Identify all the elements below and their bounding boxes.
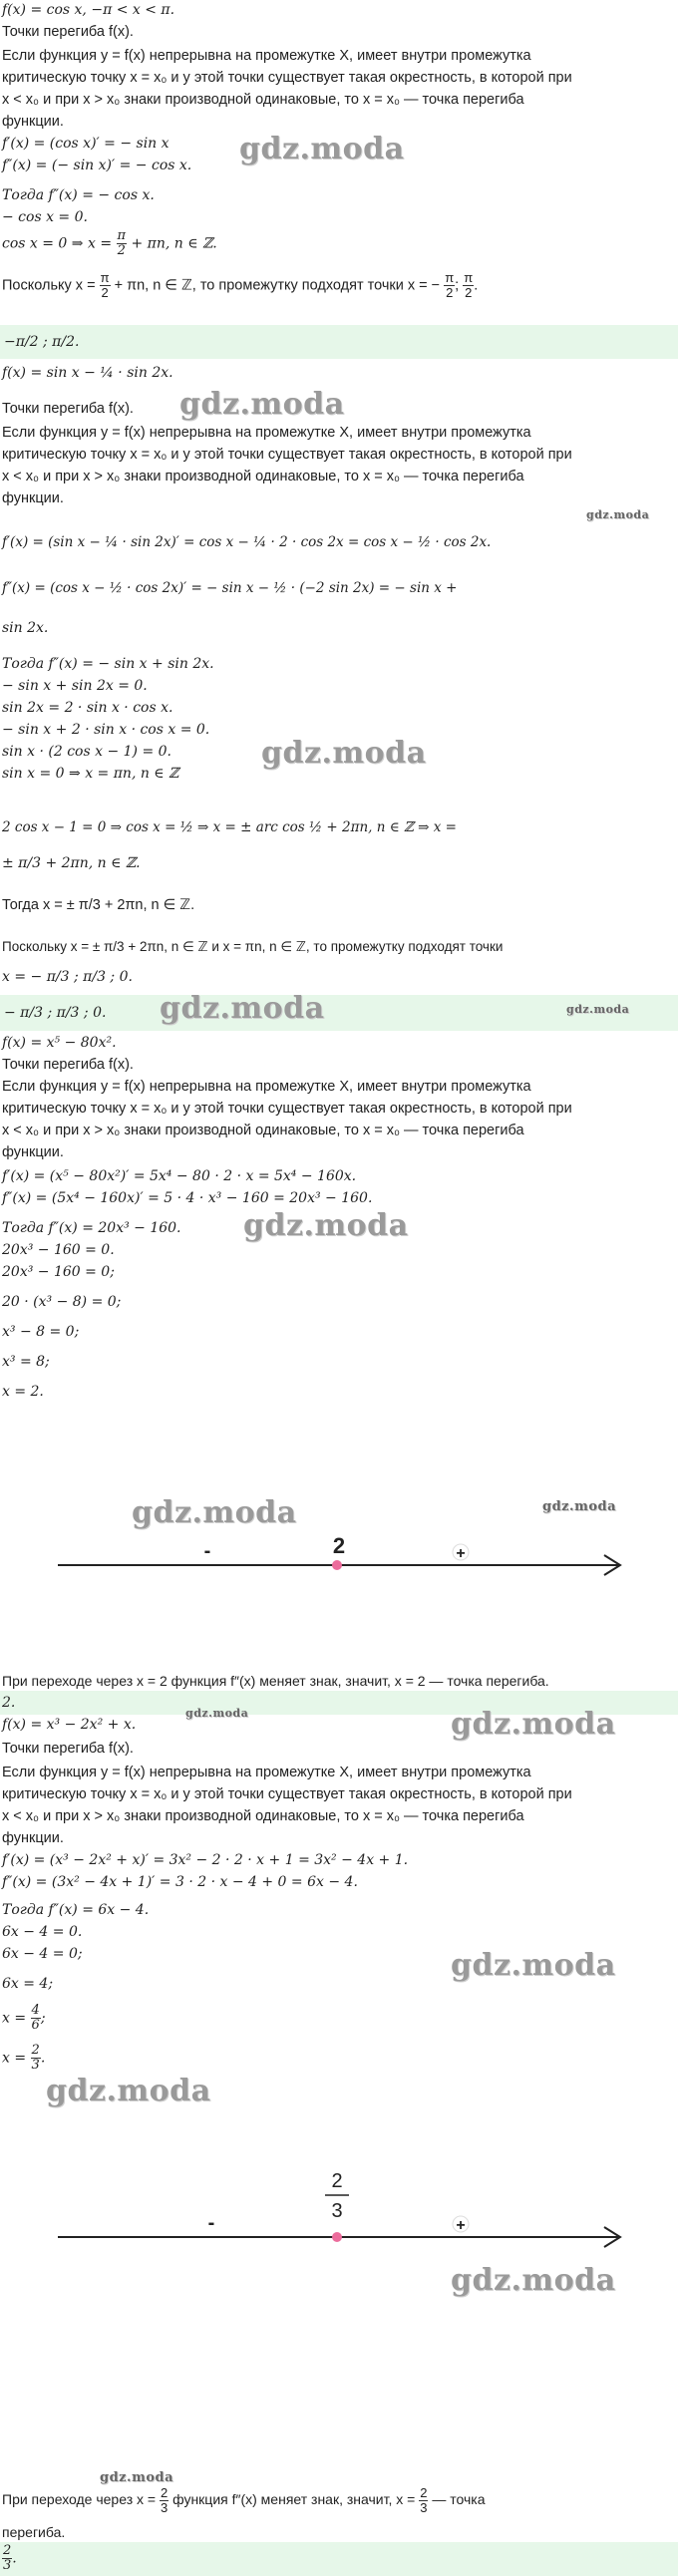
part-a-first-derivative: f′(x) = (cos x)′ = − sin x: [2, 136, 170, 152]
part-d-function: f(x) = x³ − 2x² + x.: [2, 1717, 137, 1733]
watermark: gdz.moda: [261, 736, 427, 771]
watermark: gdz.moda: [451, 2263, 616, 2298]
part-c-eq-4: x³ − 8 = 0;: [2, 1324, 80, 1340]
watermark: gdz.moda: [46, 2074, 211, 2108]
definition-line-4: функции.: [2, 1830, 64, 1846]
watermark: gdz.moda: [179, 387, 345, 422]
part-a-then: Тогда f″(x) = − cos x.: [2, 187, 155, 203]
part-c-conclusion: При переходе через x = 2 функция f″(x) меняет знак, значит, x = 2 — точка перегиба.: [2, 1673, 549, 1689]
part-a-equation: − cos x = 0.: [2, 209, 88, 225]
definition-line-1: Если функция y = f(x) непрерывна на промежутке X, имеет внутри промежутка: [2, 425, 531, 441]
part-d-answer: $\frac{2}{3}$ .: [3, 2543, 17, 2573]
part-d-then: Тогда f″(x) = 6x − 4.: [2, 1902, 150, 1918]
sign-axis-c: [0, 1515, 678, 1595]
part-d-eq-3: 6x = 4;: [2, 1976, 54, 1992]
watermark-small: gdz.moda: [586, 508, 650, 521]
definition-line-4: функции.: [2, 490, 64, 506]
part-d-eq-2: 6x − 4 = 0;: [2, 1946, 83, 1962]
part-b-case-2-cont: ± π/3 + 2πn, n ∈ ℤ.: [2, 855, 141, 871]
part-c-then: Тогда f″(x) = 20x³ − 160.: [2, 1220, 181, 1236]
part-c-title: Точки перегиба f(x).: [2, 1057, 134, 1073]
definition-line-4: функции.: [2, 114, 64, 130]
sign-minus: -: [207, 2212, 215, 2234]
watermark: gdz.moda: [243, 1208, 409, 1243]
point-x-2: [332, 1560, 342, 1570]
definition-line-2: критическую точку x = x₀ и у этой точки существует такая окрестность, в которой при: [2, 1786, 572, 1802]
axis-point-numerator: 2: [331, 2170, 343, 2192]
part-d-conclusion: При переходе через x = $\frac{2}{3}$ функция f″(x) меняет знак, значит, x = $\frac{2}{3}$ — точка: [2, 2485, 486, 2515]
part-b-then: Тогда f″(x) = − sin x + sin 2x.: [2, 656, 214, 672]
part-b-case-2: 2 cos x − 1 = 0 ⇒ cos x = ½ ⇒ x = ± arc cos ½ + 2πn, n ∈ ℤ ⇒ x =: [2, 819, 457, 835]
part-a-second-derivative: f″(x) = (− sin x)′ = − cos x.: [2, 158, 192, 173]
part-d-eq-1: 6x − 4 = 0.: [2, 1924, 83, 1940]
part-b-substitution: − sin x + 2 · sin x · cos x = 0.: [2, 722, 210, 738]
point-x-2-3: [332, 2232, 342, 2242]
part-c-eq-3: 20 · (x³ − 8) = 0;: [2, 1294, 122, 1310]
definition-line-2: критическую точку x = x₀ и у этой точки существует такая окрестность, в которой при: [2, 1101, 572, 1117]
part-d-root: x = $\frac{2}{3}$ .: [2, 2043, 46, 2073]
part-d-second-derivative: f″(x) = (3x² − 4x + 1)′ = 3 · 2 · x − 4 + 0 = 6x − 4.: [2, 1874, 358, 1890]
axis-point-label: 2: [332, 1533, 346, 1558]
part-b-second-derivative: f″(x) = (cos x − ½ · cos 2x)′ = − sin x − ½ · (−2 sin 2x) = − sin x +: [2, 580, 458, 596]
definition-line-2: критическую точку x = x₀ и у этой точки существует такая окрестность, в которой при: [2, 70, 572, 86]
part-c-eq-1: 20x³ − 160 = 0.: [2, 1242, 115, 1258]
watermark: gdz.moda: [451, 1707, 616, 1742]
sign-plus: +: [456, 2217, 466, 2234]
part-b-second-derivative-cont: sin 2x.: [2, 620, 49, 636]
definition-line-1: Если функция y = f(x) непрерывна на промежутке X, имеет внутри промежутка: [2, 1765, 531, 1780]
part-a-conclusion: Поскольку x = $\frac{\pi}{2}$ + πn, n ∈ ℤ, то промежутку подходят точки x = − $\frac{\pi}{2}$ ; $\frac{\pi}{2}$ .: [2, 270, 479, 300]
definition-line-4: функции.: [2, 1144, 64, 1160]
part-a-answer: −π/2 ; π/2.: [4, 334, 80, 350]
watermark-small: gdz.moda: [566, 1003, 630, 1016]
part-c-second-derivative: f″(x) = (5x⁴ − 160x)′ = 5 · 4 · x³ − 160 = 20x³ − 160.: [2, 1190, 373, 1206]
part-c-root: x = 2.: [2, 1384, 44, 1400]
watermark: gdz.moda: [160, 991, 325, 1026]
definition-line-3: x < x₀ и при x > x₀ знаки производной одинаковые, то x = x₀ — точка перегиба: [2, 92, 524, 108]
part-b-conclusion: Поскольку x = ± π/3 + 2πn, n ∈ ℤ и x = πn, n ∈ ℤ, то промежутку подходят точки: [2, 939, 504, 954]
part-b-answer: − π/3 ; π/3 ; 0.: [4, 1005, 107, 1021]
part-b-factor: sin x · (2 cos x − 1) = 0.: [2, 744, 171, 760]
watermark: gdz.moda: [239, 132, 405, 166]
part-d-eq-4: x = $\frac{4}{6}$ ;: [2, 2003, 46, 2033]
part-b-first-derivative: f′(x) = (sin x − ¼ · sin 2x)′ = cos x − ¼ · 2 · cos 2x = cos x − ½ · cos 2x.: [2, 534, 492, 550]
part-d-title: Точки перегиба f(x).: [2, 1741, 134, 1757]
sign-minus: -: [203, 1540, 211, 1562]
definition-line-3: x < x₀ и при x > x₀ знаки производной одинаковые, то x = x₀ — точка перегиба: [2, 1123, 524, 1138]
part-b-case-1: sin x = 0 ⇒ x = πn, n ∈ ℤ: [2, 766, 179, 782]
part-b-title: Точки перегиба f(x).: [2, 401, 134, 417]
part-d-conclusion-cont: перегиба.: [2, 2524, 66, 2540]
part-a-title: Точки перегиба f(x).: [2, 24, 134, 40]
definition-line-1: Если функция y = f(x) непрерывна на промежутке X, имеет внутри промежутка: [2, 48, 531, 64]
definition-line-1: Если функция y = f(x) непрерывна на промежутке X, имеет внутри промежутка: [2, 1079, 531, 1095]
definition-line-3: x < x₀ и при x > x₀ знаки производной одинаковые, то x = x₀ — точка перегиба: [2, 1808, 524, 1824]
part-a-function: f(x) = cos x, −π < x < π.: [2, 2, 175, 18]
definition-line-3: x < x₀ и при x > x₀ знаки производной одинаковые, то x = x₀ — точка перегиба: [2, 469, 524, 484]
part-d-first-derivative: f′(x) = (x³ − 2x² + x)′ = 3x² − 2 · 2 · x + 1 = 3x² − 4x + 1.: [2, 1852, 409, 1868]
part-c-answer: 2.: [2, 1695, 16, 1711]
part-b-then-roots: Тогда x = ± π/3 + 2πn, n ∈ ℤ.: [2, 897, 195, 913]
watermark-small: gdz.moda: [100, 2470, 174, 2485]
part-a-solution: cos x = 0 ⇒ x = $\frac{\pi}{2}$ + πn, n ∈ ℤ.: [2, 228, 217, 258]
axis-point-denominator: 3: [331, 2200, 343, 2222]
part-c-eq-5: x³ = 8;: [2, 1354, 50, 1370]
part-c-function: f(x) = x⁵ − 80x².: [2, 1035, 117, 1051]
sign-plus: +: [456, 1545, 466, 1562]
sign-axis-d: [0, 2133, 678, 2253]
part-b-function: f(x) = sin x − ¼ · sin 2x.: [2, 365, 173, 381]
watermark-small: gdz.moda: [542, 1499, 617, 1514]
part-b-points: x = − π/3 ; π/3 ; 0.: [2, 969, 133, 985]
part-b-equation: − sin x + sin 2x = 0.: [2, 678, 148, 694]
part-c-first-derivative: f′(x) = (x⁵ − 80x²)′ = 5x⁴ − 80 · 2 · x = 5x⁴ − 160x.: [2, 1168, 357, 1184]
part-c-eq-2: 20x³ − 160 = 0;: [2, 1264, 115, 1280]
definition-line-2: критическую точку x = x₀ и у этой точки существует такая окрестность, в которой при: [2, 447, 572, 463]
watermark-small: gdz.moda: [185, 1707, 249, 1720]
watermark: gdz.moda: [132, 1495, 297, 1530]
watermark: gdz.moda: [451, 1948, 616, 1983]
part-b-identity: sin 2x = 2 · sin x · cos x.: [2, 700, 173, 716]
